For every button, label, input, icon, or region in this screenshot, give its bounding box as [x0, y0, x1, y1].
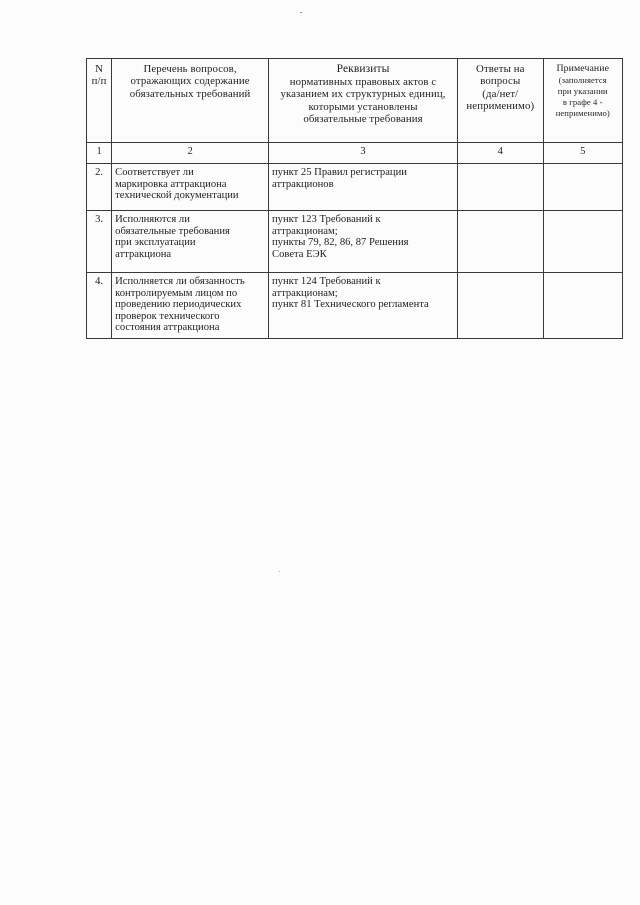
column-number-2: 2 [112, 143, 269, 164]
row-answer-cell[interactable] [458, 273, 543, 339]
table-row [87, 211, 623, 273]
row-question: Исполняются ли обязательные требования при эксплуатации аттракциона [112, 211, 269, 273]
scan-artifact-dot [300, 12, 302, 13]
column-number-5: 5 [543, 143, 622, 164]
row-note-cell[interactable] [543, 273, 622, 339]
row-number: 3. [87, 211, 112, 273]
header-num: N п/п [87, 59, 112, 143]
row-rekvizity: пункт 124 Требований к аттракционам; пункт 81 Технического регламента [269, 273, 458, 339]
header-note-body: (заполняется при указании в графе 4 - неприменимо) [555, 74, 610, 118]
row-note-cell[interactable] [543, 164, 622, 211]
row-number: 4. [87, 273, 112, 339]
column-number-row [87, 143, 623, 164]
row-answer-cell[interactable] [458, 164, 543, 211]
row-number: 2. [87, 164, 112, 211]
header-note-title: Примечание [556, 63, 610, 74]
row-question: Соответствует ли маркировка аттракциона технической документации [112, 164, 269, 211]
row-answer-cell[interactable] [458, 211, 543, 273]
row-note-cell[interactable] [543, 211, 622, 273]
column-number-1: 1 [87, 143, 112, 164]
header-questions: Перечень вопросов, отражающих содержание обязательных требований [112, 59, 269, 143]
table-row [87, 273, 623, 339]
checklist-table-container [86, 58, 623, 339]
checklist-table [86, 58, 623, 339]
row-question: Исполняется ли обязанность контролируемым лицом по проведению периодических проверок технического состояния аттракциона [112, 273, 269, 339]
row-rekvizity: пункт 123 Требований к аттракционам; пункты 79, 82, 86, 87 Решения Совета ЕЭК [269, 211, 458, 273]
header-rekvizity-body: нормативных правовых актов с указанием их структурных единиц, которыми установлены обязательные требования [280, 76, 446, 126]
scan-artifact-dot [279, 571, 280, 572]
row-rekvizity: пункт 25 Правил регистрации аттракционов [269, 164, 458, 211]
column-number-3: 3 [269, 143, 458, 164]
table-row [87, 164, 623, 211]
header-answers: Ответы на вопросы (да/нет/ неприменимо) [458, 59, 543, 143]
table-header-row [87, 59, 623, 143]
header-rekvizity-title: Реквизиты [336, 63, 390, 75]
column-number-4: 4 [458, 143, 543, 164]
header-note [543, 59, 622, 143]
header-rekvizity [269, 59, 458, 143]
